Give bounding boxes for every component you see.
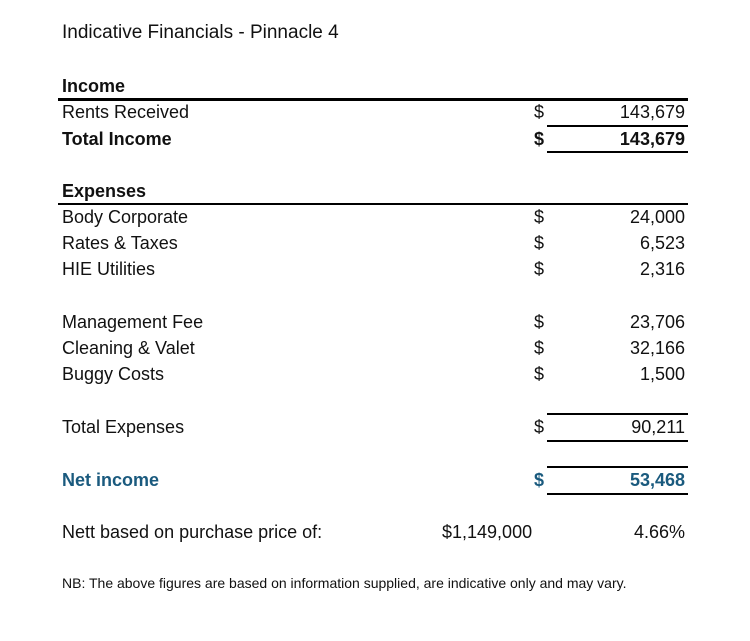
expense-currency: $ [534,233,545,253]
expense-currency: $ [534,364,545,384]
expense-value: 23,706 [629,312,685,332]
expense-label: Cleaning & Valet [62,338,195,358]
yield-percentage: 4.66% [633,522,685,542]
expense-value: 1,500 [639,364,685,384]
rents-received-currency: $ [534,102,545,122]
expense-label: Management Fee [62,312,204,332]
net-income-currency: $ [534,470,545,490]
expense-currency: $ [534,207,545,227]
purchase-price-value: $1,149,000 [442,522,533,542]
total-expenses-value: 90,211 [631,417,685,437]
expense-label: HIE Utilities [62,259,156,279]
total-income-rule [547,125,688,127]
expense-value: 2,316 [639,259,685,279]
disclaimer-note: NB: The above figures are based on information supplied, are indicative only and may vary. [62,575,627,591]
expense-value: 6,523 [639,233,685,253]
total-income-label: Total Income [62,129,172,149]
expense-value: 32,166 [629,338,685,358]
page-title: Indicative Financials - Pinnacle 4 [62,22,339,43]
net-income-underline [547,493,688,495]
expense-label: Rates & Taxes [62,233,178,253]
expense-currency: $ [534,312,545,332]
expense-label: Body Corporate [62,207,189,227]
expense-currency: $ [534,338,545,358]
purchase-price-label: Nett based on purchase price of: [62,522,323,542]
net-income-rule [547,466,688,468]
expenses-divider [58,203,688,205]
net-income-value: 53,468 [629,470,685,490]
income-heading: Income [62,76,126,96]
income-divider [58,98,688,101]
expense-value: 24,000 [629,207,685,227]
total-expenses-underline [547,440,688,442]
total-income-value: 143,679 [619,129,685,149]
rents-received-label: Rents Received [62,102,190,122]
total-expenses-currency: $ [534,417,545,437]
net-income-label: Net income [62,470,160,490]
expenses-heading: Expenses [62,181,147,201]
total-expenses-label: Total Expenses [62,417,185,437]
rents-received-value: 143,679 [619,102,685,122]
total-income-underline [547,151,688,153]
total-expenses-rule [547,413,688,415]
expense-label: Buggy Costs [62,364,165,384]
expense-currency: $ [534,259,545,279]
total-income-currency: $ [534,129,545,149]
